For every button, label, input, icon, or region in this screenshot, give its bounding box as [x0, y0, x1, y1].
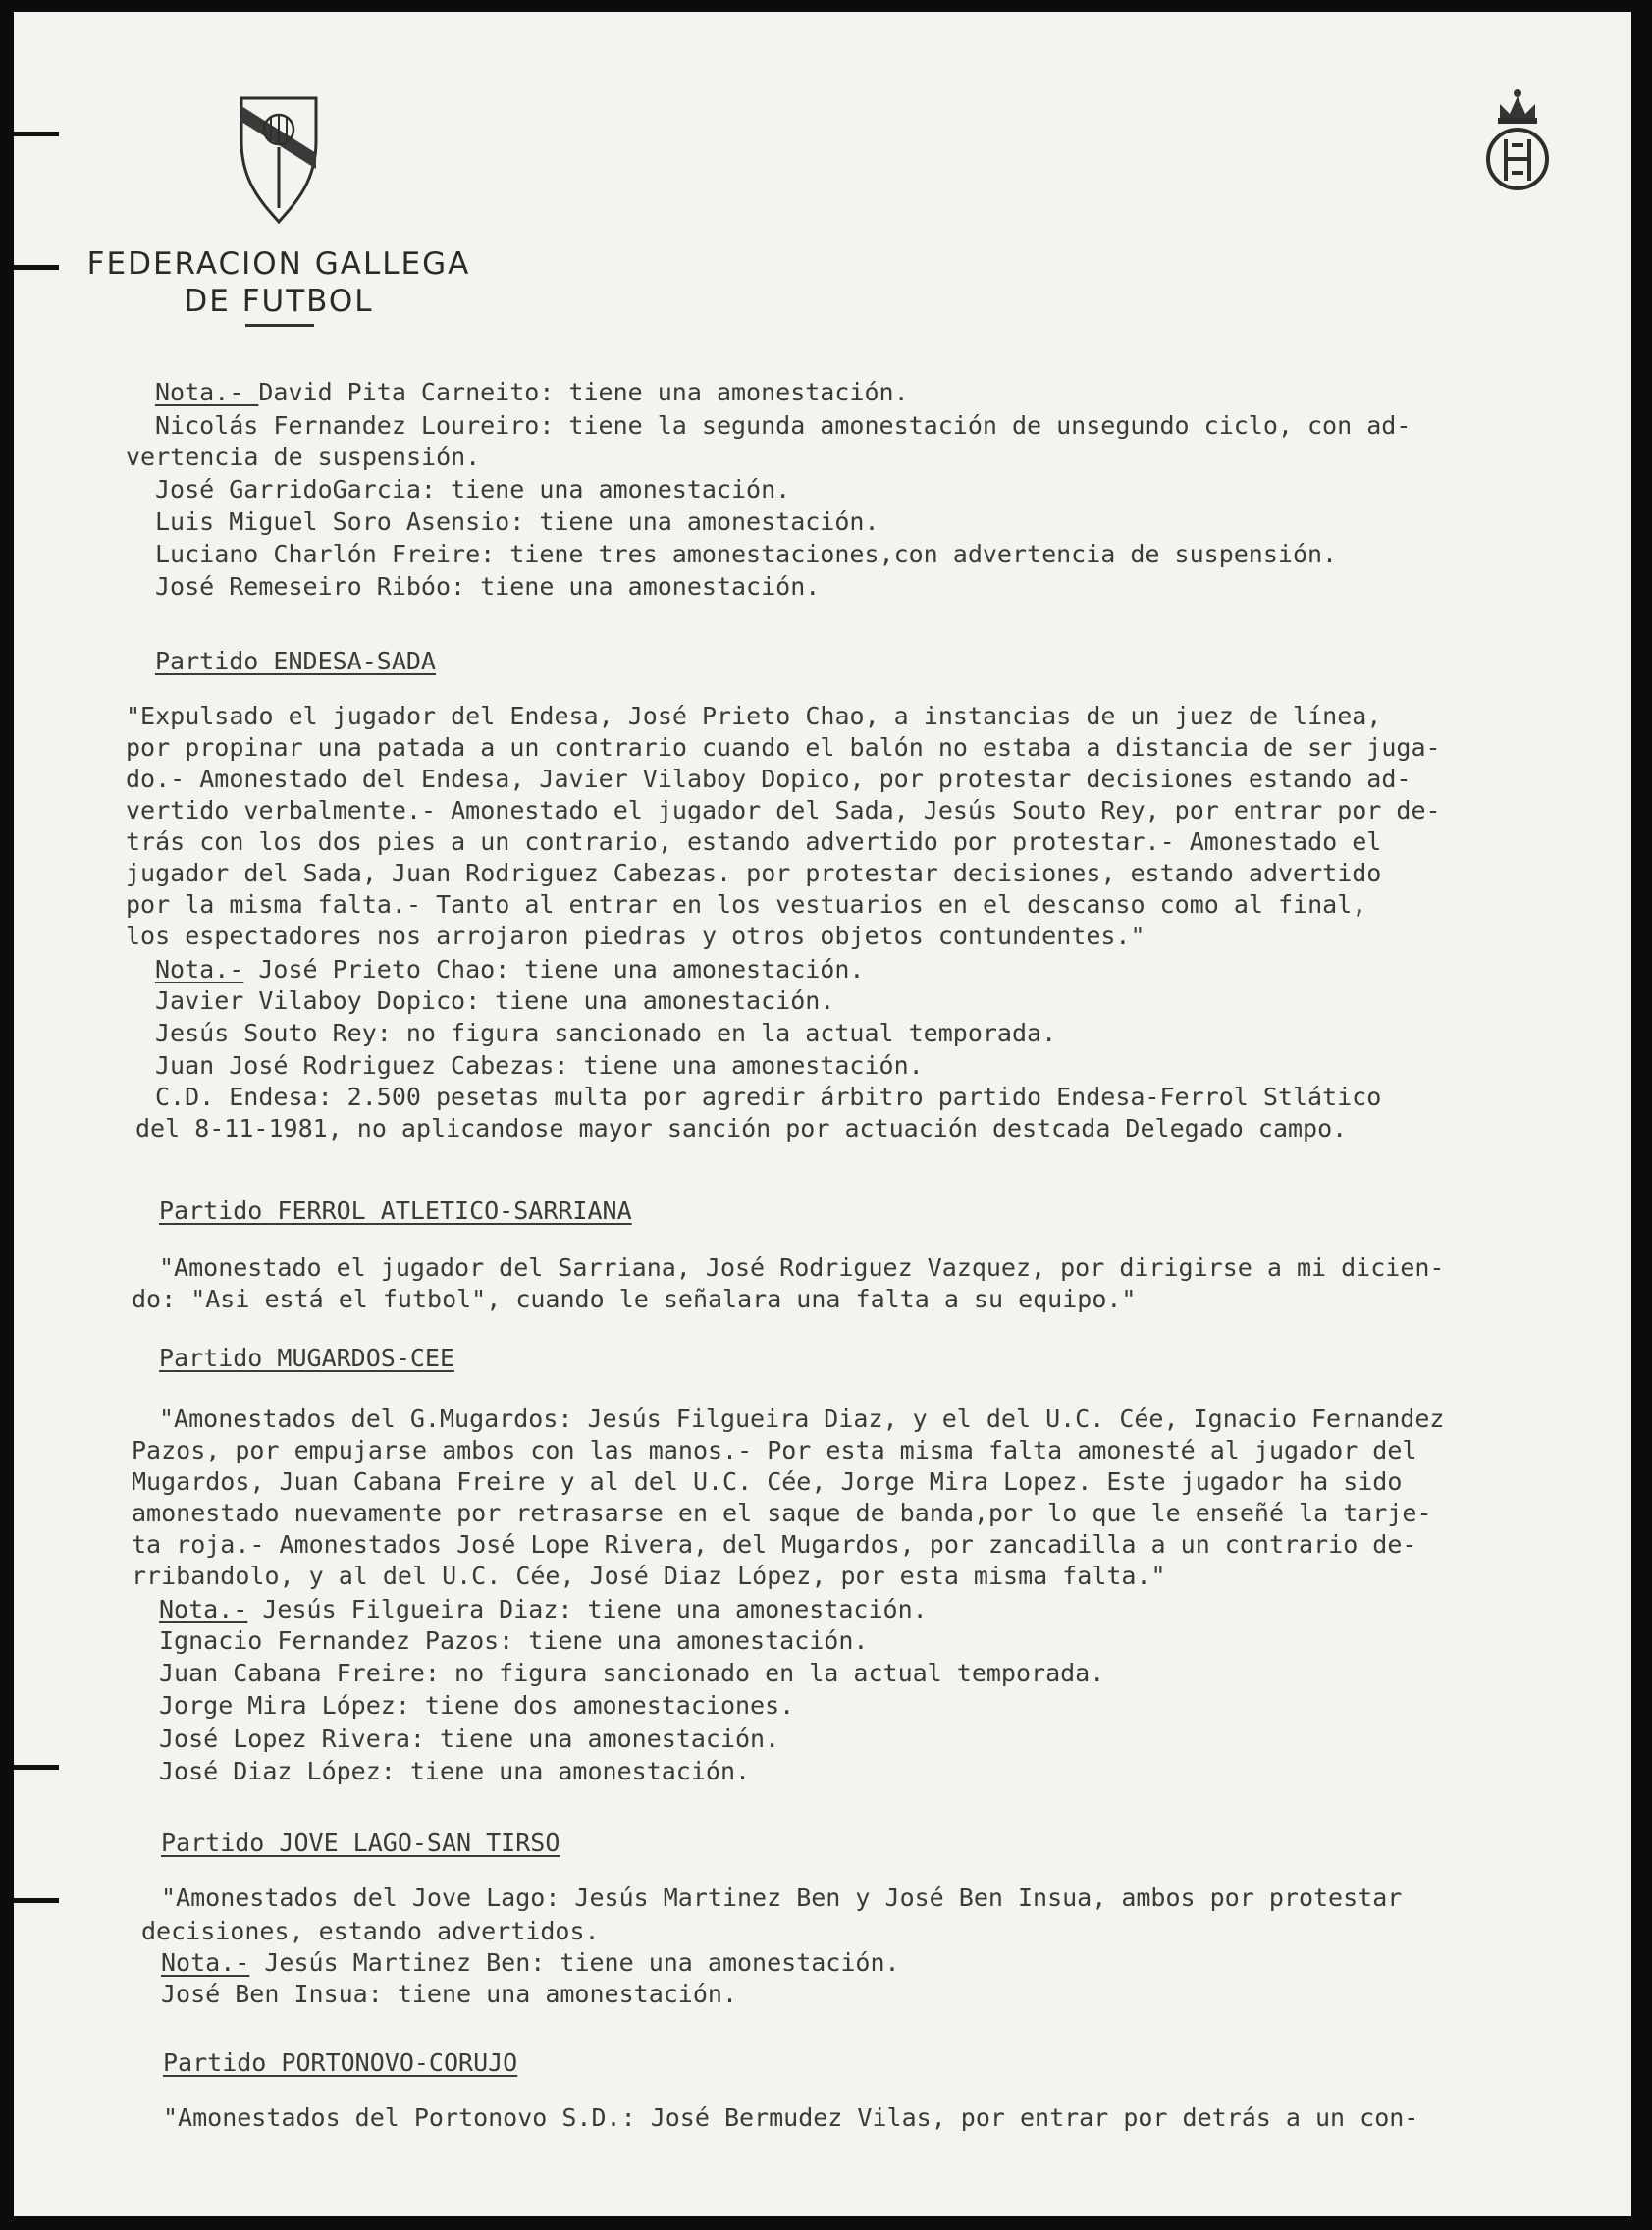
- text-line-heading: [161, 1828, 560, 1859]
- line-rest: Jesús Filgueira Diaz: tiene una amonestación.: [247, 1595, 928, 1623]
- underlined-label: Partido ENDESA-SADA: [155, 647, 436, 675]
- letterhead-divider: [245, 324, 314, 327]
- text-line: los espectadores nos arrojaron piedras y otros objetos contundentes.": [126, 922, 1146, 950]
- binder-hole: [14, 1898, 59, 1903]
- text-line: Pazos, por empujarse ambos con las manos.- Por esta misma falta amonesté al jugador del: [132, 1436, 1417, 1464]
- line-rest: Jesús Martinez Ben: tiene una amonestación.: [249, 1948, 900, 1977]
- text-line: "Expulsado el jugador del Endesa, José Prieto Chao, a instancias de un juez de línea,: [126, 702, 1382, 730]
- text-line-heading: [163, 2047, 517, 2079]
- text-line: C.D. Endesa: 2.500 pesetas multa por agredir árbitro partido Endesa-Ferrol Stlático: [155, 1083, 1382, 1111]
- text-line: Mugardos, Juan Cabana Freire y al del U.C. Cée, Jorge Mira Lopez. Este jugador ha sido: [132, 1467, 1403, 1496]
- underlined-label: Nota.-: [155, 955, 244, 983]
- line-rest: David Pita Carneito: tiene una amonestación.: [258, 378, 909, 406]
- text-line: amonestado nuevamente por retrasarse en el saque de banda,por lo que le enseñé la tarje-: [132, 1499, 1432, 1527]
- line-rest: José Prieto Chao: tiene una amonestación.: [243, 955, 865, 983]
- text-line: vertido verbalmente.- Amonestado el jugador del Sada, Jesús Souto Rey, por entrar por de-: [126, 796, 1441, 824]
- text-line: "Amonestados del Portonovo S.D.: José Bermudez Vilas, por entrar por detrás a un con-: [163, 2103, 1419, 2132]
- text-line-heading: [159, 1195, 632, 1227]
- text-line: José Ben Insua: tiene una amonestación.: [161, 1980, 737, 2008]
- underlined-label: Nota.-: [159, 1595, 248, 1623]
- text-line: por la misma falta.- Tanto al entrar en los vestuarios en el descanso como al final,: [126, 890, 1367, 919]
- text-line: do.- Amonestado del Endesa, Javier Vilaboy Dopico, por protestar decisiones estando ad-: [126, 765, 1412, 793]
- underlined-label: Partido JOVE LAGO-SAN TIRSO: [161, 1829, 560, 1857]
- text-line-heading: [155, 954, 864, 985]
- text-line: "Amonestado el jugador del Sarriana, José Rodriguez Vazquez, por dirigirse a mi dicien-: [159, 1253, 1445, 1282]
- text-line: Juan Cabana Freire: no figura sancionado en la actual temporada.: [159, 1659, 1105, 1687]
- text-line: Jesús Souto Rey: no figura sancionado en la actual temporada.: [155, 1019, 1057, 1047]
- text-line: ta roja.- Amonestados José Lope Rivera, del Mugardos, por zancadilla a un contrario de-: [132, 1530, 1417, 1559]
- text-line-heading: [155, 646, 436, 677]
- text-line: José Lopez Rivera: tiene una amonestación.: [159, 1725, 780, 1753]
- text-line: por propinar una patada a un contrario cuando el balón no estaba a distancia de ser juga-: [126, 733, 1441, 762]
- text-line: decisiones, estando advertidos.: [141, 1917, 600, 1945]
- text-line: vertencia de suspensión.: [126, 443, 481, 471]
- organization-name: [73, 245, 485, 320]
- text-line: Juan José Rodriguez Cabezas: tiene una amonestación.: [155, 1051, 924, 1080]
- royal-crown-emblem-icon: [1482, 84, 1553, 194]
- text-line-heading: [161, 1947, 900, 1979]
- binder-hole: [14, 265, 59, 270]
- text-line-heading: [155, 377, 909, 408]
- org-name-line-2: DE FUTBOL: [184, 284, 374, 319]
- text-line: "Amonestados del Jove Lago: Jesús Martinez Ben y José Ben Insua, ambos por protestar: [161, 1884, 1403, 1912]
- text-line: Luciano Charlón Freire: tiene tres amonestaciones,con advertencia de suspensión.: [155, 540, 1338, 568]
- text-line: rribandolo, y al del U.C. Cée, José Diaz López, por esta misma falta.": [132, 1562, 1166, 1590]
- document-page: [14, 12, 1631, 2216]
- text-line: Javier Vilaboy Dopico: tiene una amonestación.: [155, 986, 835, 1015]
- text-line: trás con los dos pies a un contrario, estando advertido por protestar.- Amonestado el: [126, 827, 1382, 856]
- underlined-label: Nota.-: [155, 378, 259, 406]
- binder-hole: [14, 1765, 59, 1770]
- text-line: Luis Miguel Soro Asensio: tiene una amonestación.: [155, 507, 879, 536]
- text-line: José Diaz López: tiene una amonestación.: [159, 1757, 751, 1785]
- text-line: Nicolás Fernandez Loureiro: tiene la segunda amonestación de unsegundo ciclo, con ad-: [155, 411, 1412, 440]
- underlined-label: Partido MUGARDOS-CEE: [159, 1344, 455, 1372]
- text-line: Jorge Mira López: tiene dos amonestaciones.: [159, 1691, 795, 1720]
- underlined-label: Partido FERROL ATLETICO-SARRIANA: [159, 1196, 632, 1225]
- text-line-heading: [159, 1343, 454, 1374]
- text-line: José Remeseiro Ribóo: tiene una amonestación.: [155, 572, 821, 601]
- text-line-heading: [159, 1594, 928, 1625]
- text-line: José GarridoGarcia: tiene una amonestación.: [155, 475, 791, 504]
- underlined-label: Nota.-: [161, 1948, 250, 1977]
- text-line: del 8-11-1981, no aplicandose mayor sanción por actuación destcada Delegado campo.: [135, 1114, 1348, 1142]
- text-line: do: "Asi está el futbol", cuando le señalara una falta a su equipo.": [132, 1285, 1137, 1313]
- binder-hole: [14, 132, 59, 136]
- underlined-label: Partido PORTONOVO-CORUJO: [163, 2048, 518, 2077]
- org-name-line-1: FEDERACION GALLEGA: [86, 246, 471, 282]
- text-line: "Amonestados del G.Mugardos: Jesús Filgueira Diaz, y el del U.C. Cée, Ignacio Fernandez: [159, 1405, 1445, 1433]
- text-line: jugador del Sada, Juan Rodriguez Cabezas. por protestar decisiones, estando advertido: [126, 859, 1382, 887]
- federation-shield-icon: [238, 92, 320, 226]
- text-line: Ignacio Fernandez Pazos: tiene una amonestación.: [159, 1626, 869, 1655]
